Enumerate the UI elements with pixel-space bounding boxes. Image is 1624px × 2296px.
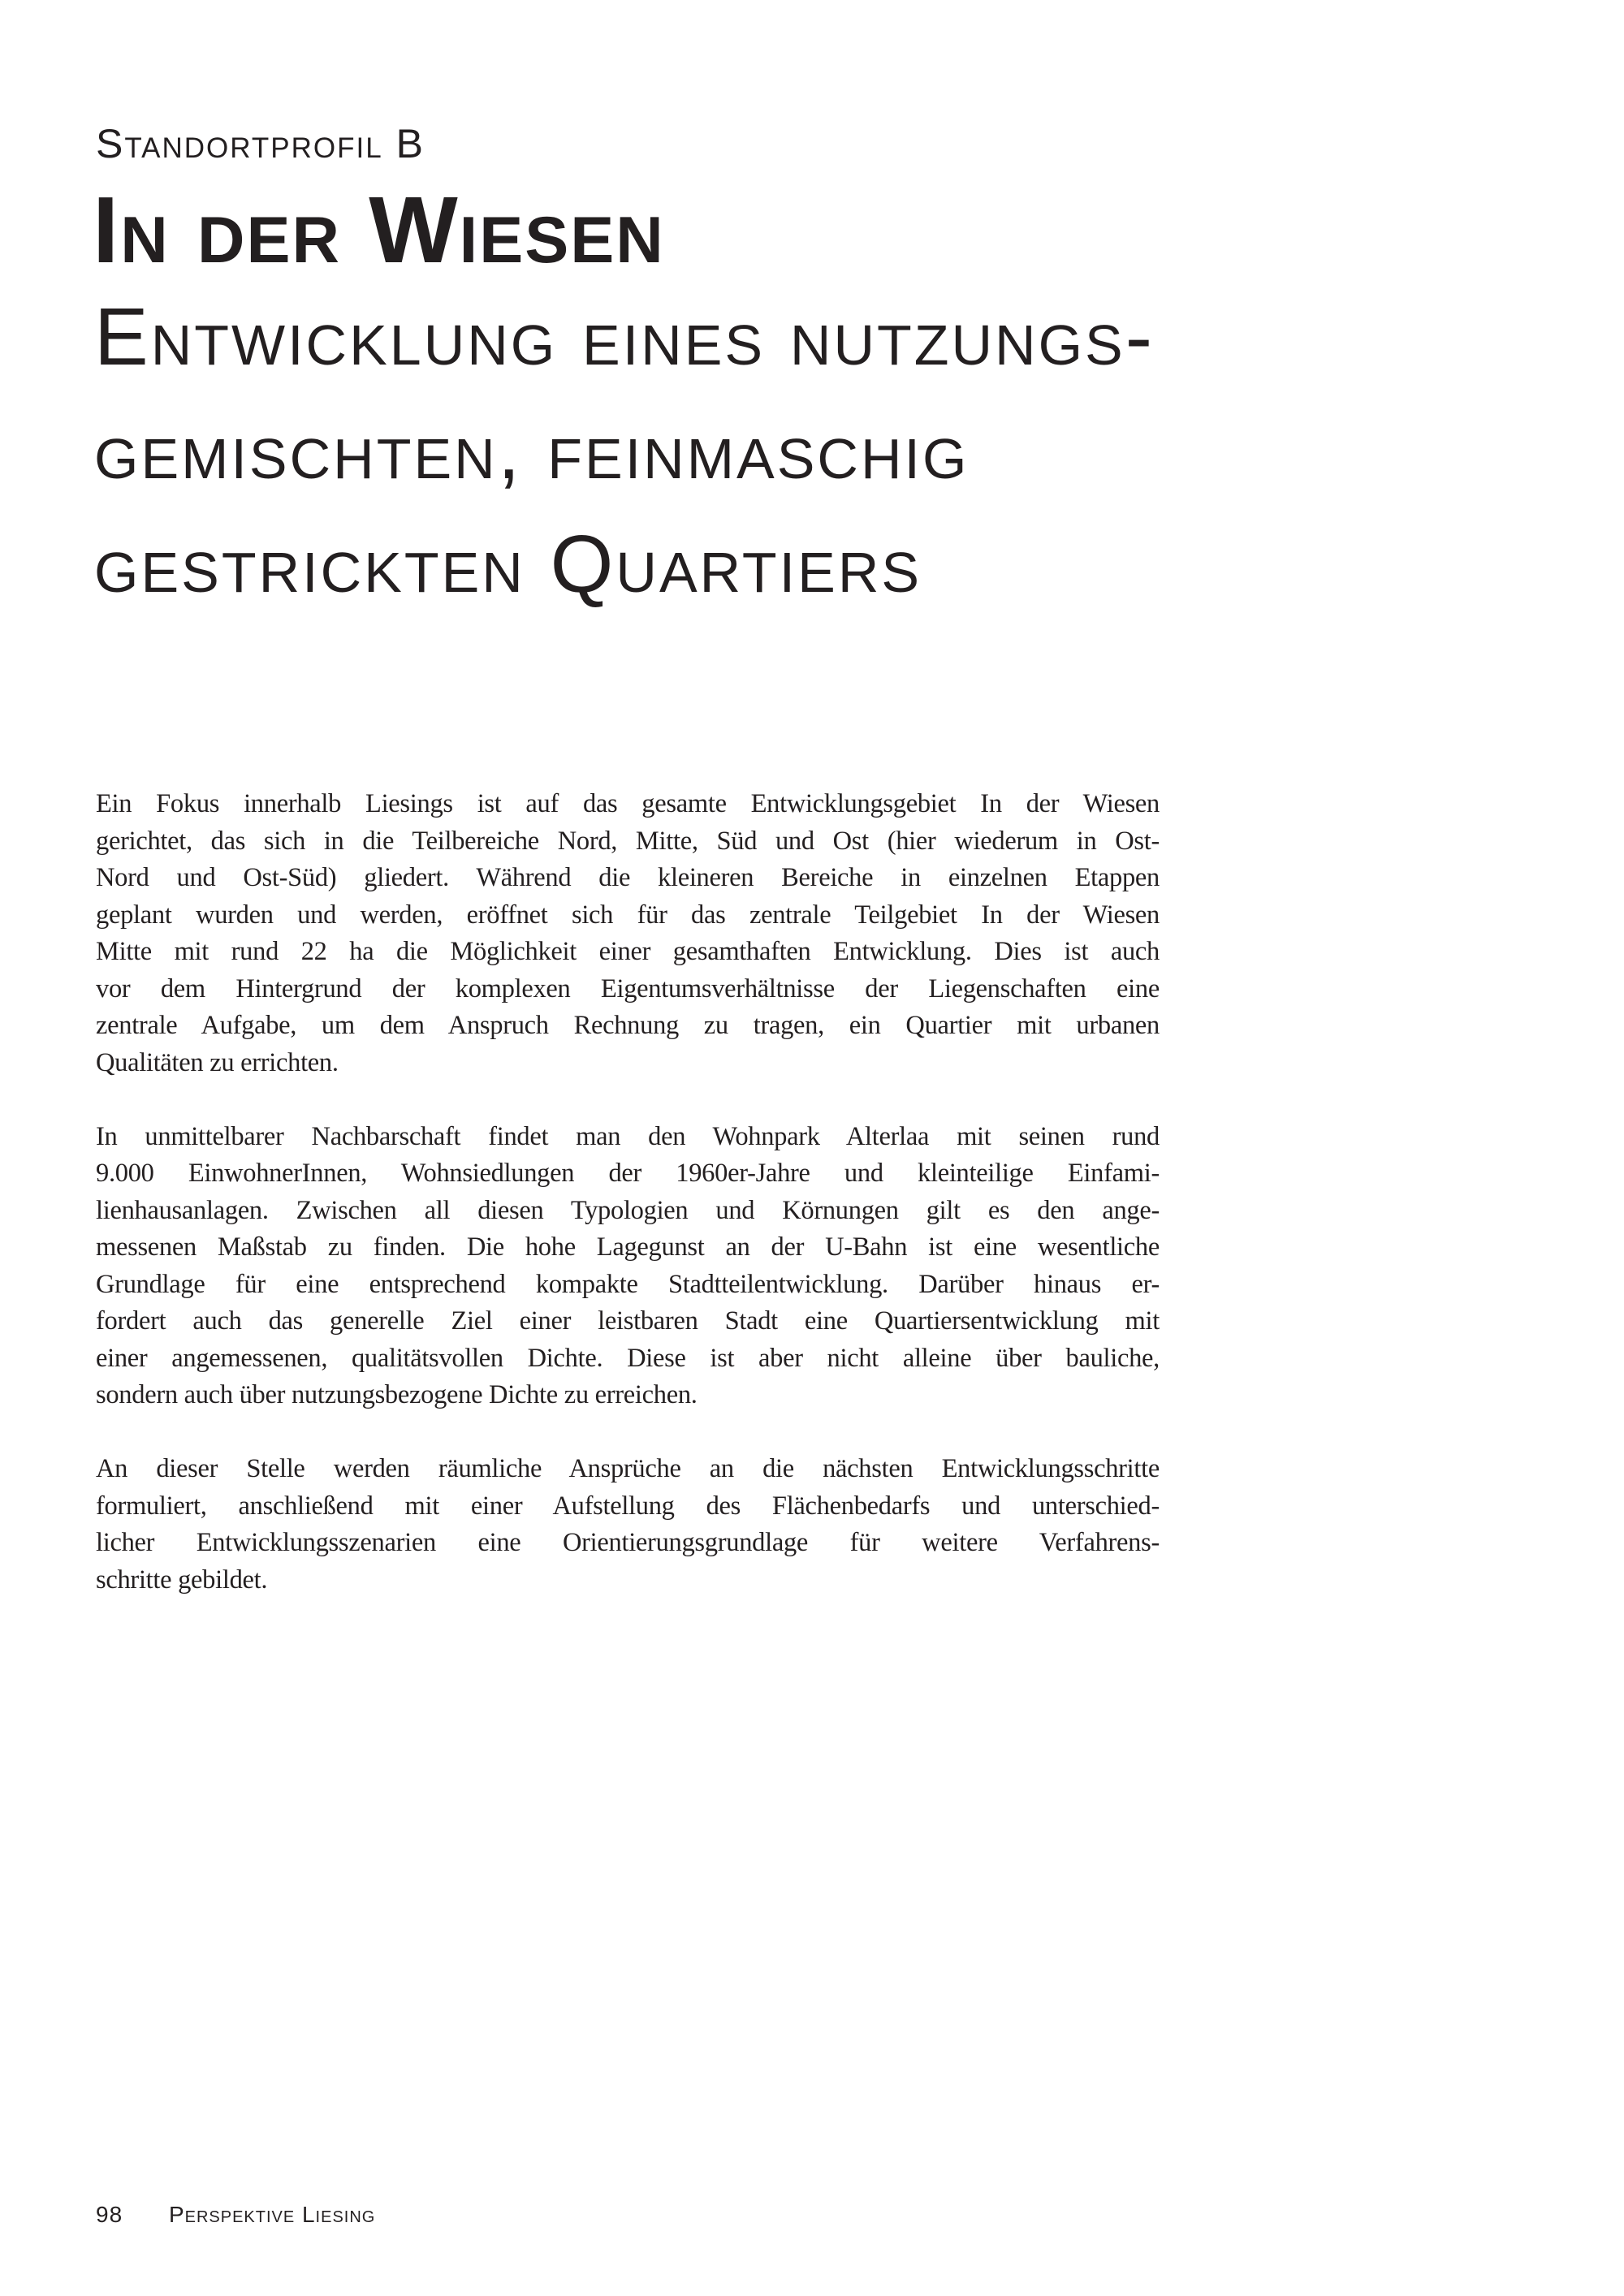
- text-line: schritte gebildet.: [96, 1564, 268, 1595]
- text-line: gerichtet, das sich in die Teilbereiche Nord, Mitte, Süd und Ost (hier wiederum in Ost-: [96, 826, 1160, 856]
- text-line: Qualitäten zu errichten.: [96, 1047, 339, 1077]
- text-line: In unmittelbarer Nachbarschaft findet man den Wohnpark Alterlaa mit seinen rund: [96, 1121, 1160, 1151]
- page-subtitle: [94, 280, 1155, 621]
- body-text: [96, 786, 1160, 1636]
- paragraph: [96, 786, 1160, 1081]
- text-line: geplant wurden und werden, eröffnet sich für das zentrale Teilgebiet In der Wiesen: [96, 900, 1160, 930]
- text-line: zentrale Aufgabe, um dem Anspruch Rechnung zu tragen, ein Quartier mit urbanen: [96, 1011, 1160, 1040]
- text-line: Ein Fokus innerhalb Liesings ist auf das gesamte Entwicklungsgebiet In der Wiesen: [96, 789, 1160, 818]
- text-line: Mitte mit rund 22 ha die Möglichkeit einer gesamthaften Entwicklung. Dies ist auch: [96, 937, 1160, 966]
- page-title: In der Wiesen: [93, 177, 665, 283]
- subtitle-line: gemischten, feinmaschig: [94, 405, 970, 496]
- subtitle-line: Entwicklung eines nutzungs-: [94, 291, 1155, 382]
- text-line: formuliert, anschließend mit einer Aufstellung des Flächenbedarfs und unterschied-: [96, 1491, 1160, 1521]
- text-line: Grundlage für eine entsprechend kompakte Stadtteilentwicklung. Darüber hinaus er-: [96, 1269, 1160, 1299]
- text-line: sondern auch über nutzungsbezogene Dichte zu erreichen.: [96, 1380, 698, 1409]
- subtitle-line: gestrickten Quartiers: [94, 519, 922, 610]
- text-line: einer angemessenen, qualitätsvollen Dichte. Diese ist aber nicht alleine über bauliche,: [96, 1343, 1160, 1373]
- page-footer: [96, 2202, 375, 2228]
- page-number: 98: [96, 2202, 123, 2227]
- text-line: messenen Maßstab zu finden. Die hohe Lagegunst an der U-Bahn ist eine wesentliche: [96, 1232, 1160, 1262]
- text-line: 9.000 EinwohnerInnen, Wohnsiedlungen der 1960er-Jahre und kleinteilige Einfami-: [96, 1159, 1160, 1188]
- publication-title: Perspektive Liesing: [168, 2202, 376, 2227]
- text-line: vor dem Hintergrund der komplexen Eigentumsverhältnisse der Liegenschaften eine: [96, 973, 1160, 1003]
- text-line: licher Entwicklungsszenarien eine Orientierungsgrundlage für weitere Verfahrens-: [96, 1528, 1160, 1557]
- text-line: Nord und Ost-Süd) gliedert. Während die kleineren Bereiche in einzelnen Etappen: [96, 863, 1160, 892]
- paragraph: [96, 1119, 1160, 1414]
- text-line: An dieser Stelle werden räumliche Ansprüche an die nächsten Entwicklungsschritte: [96, 1454, 1160, 1483]
- text-line: fordert auch das generelle Ziel einer leistbaren Stadt eine Quartiersentwicklung mit: [96, 1306, 1160, 1336]
- section-kicker: Standortprofil B: [96, 121, 425, 166]
- paragraph: [96, 1451, 1160, 1599]
- text-line: lienhausanlagen. Zwischen all diesen Typologien und Körnungen gilt es den ange-: [96, 1195, 1160, 1225]
